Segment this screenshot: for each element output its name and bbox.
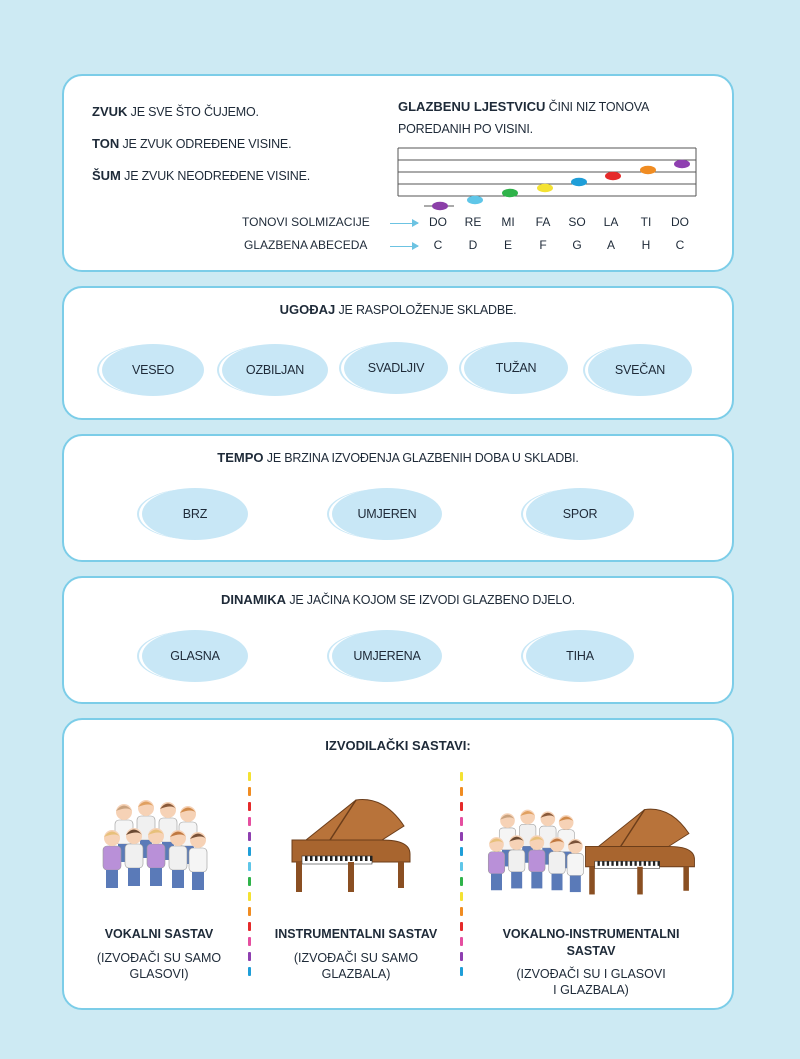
mood-option: OZBILJAN <box>222 344 328 396</box>
note-head <box>432 202 448 210</box>
solmization-syllable: SO <box>568 215 586 229</box>
dynamics-heading: DINAMIKA JE JAČINA KOJOM SE IZVODI GLAZBENO DJELO. <box>221 592 575 607</box>
piano-illustration <box>286 796 416 896</box>
mood-option: SVEČAN <box>588 344 692 396</box>
divider-dash <box>460 967 463 976</box>
vocal-subtitle: (IZVOĐAČI SU SAMO GLASOVI) <box>96 951 222 981</box>
solmization-syllable: RE <box>464 215 482 229</box>
solmization-syllable: LA <box>603 215 619 229</box>
divider-dash <box>460 952 463 961</box>
divider-dash <box>248 832 251 841</box>
divider-dash <box>248 787 251 796</box>
solmization-syllable: TI <box>640 215 652 229</box>
vocal-instrumental-subtitle: (IZVOĐAČI SU I GLASOVI I GLAZBALA) <box>516 967 666 997</box>
definitions-list <box>92 96 310 192</box>
alphabet-letter: C <box>433 238 443 252</box>
card-dynamics <box>62 576 734 704</box>
alphabet-letter: E <box>503 238 512 252</box>
alphabet-letter: A <box>606 238 615 252</box>
definition-ton: TON JE ZVUK ODREĐENE VISINE. <box>92 136 292 151</box>
music-staff <box>384 146 704 218</box>
divider-dash <box>248 802 251 811</box>
scale-definition: GLAZBENU LJESTVICU ČINI NIZ TONOVA POREDANIH PO VISINI. <box>398 99 649 136</box>
solmization-syllable: DO <box>429 215 447 229</box>
divider-dash <box>248 937 251 946</box>
divider-dash <box>460 832 463 841</box>
divider-dash <box>460 787 463 796</box>
divider-dash <box>460 877 463 886</box>
card-ensembles <box>62 718 734 1010</box>
note-head <box>640 166 656 174</box>
divider-dash <box>460 907 463 916</box>
tempo-heading: TEMPO JE BRZINA IZVOĐENJA GLAZBENIH DOBA U SKLADBI. <box>217 450 579 465</box>
tempo-option: BRZ <box>142 488 248 540</box>
alphabet-letter: F <box>539 238 547 252</box>
note-head <box>605 172 621 180</box>
dynamics-option: GLASNA <box>142 630 248 682</box>
divider-dash <box>460 817 463 826</box>
ensembles-heading: IZVODILAČKI SASTAVI: <box>325 738 471 753</box>
mood-option: SVADLJIV <box>344 342 448 394</box>
dynamics-option: UMJERENA <box>332 630 442 682</box>
divider-dash <box>248 772 251 781</box>
rainbow-divider <box>460 772 463 982</box>
divider-dash <box>248 862 251 871</box>
mood-heading: UGOĐAJ JE RASPOLOŽENJE SKLADBE. <box>279 302 517 317</box>
vocal-instrumental-title: VOKALNO-INSTRUMENTALNI SASTAV <box>502 927 680 958</box>
divider-dash <box>460 802 463 811</box>
divider-dash <box>460 922 463 931</box>
divider-dash <box>248 907 251 916</box>
alphabet-letter: C <box>675 238 685 252</box>
divider-dash <box>460 772 463 781</box>
card-mood <box>62 286 734 420</box>
alphabet-letter: G <box>572 238 582 252</box>
divider-dash <box>248 877 251 886</box>
divider-dash <box>248 892 251 901</box>
alphabet-letter: H <box>641 238 651 252</box>
dynamics-option: TIHA <box>526 630 634 682</box>
definition-zvuk: ZVUK JE SVE ŠTO ČUJEMO. <box>92 104 259 119</box>
divider-dash <box>248 967 251 976</box>
choir-illustration <box>480 794 590 904</box>
divider-dash <box>248 952 251 961</box>
solmization-syllable: DO <box>671 215 689 229</box>
solmization-arrow <box>390 223 418 224</box>
definition-sum: ŠUM JE ZVUK NEODREĐENE VISINE. <box>92 168 310 183</box>
piano-illustration <box>580 802 700 902</box>
rainbow-divider <box>248 772 251 982</box>
mood-option: TUŽAN <box>464 342 568 394</box>
divider-dash <box>460 847 463 856</box>
instrumental-title: INSTRUMENTALNI SASTAV <box>274 927 438 941</box>
mood-option: VESEO <box>102 344 204 396</box>
card-sound <box>62 74 734 272</box>
divider-dash <box>460 862 463 871</box>
divider-dash <box>248 817 251 826</box>
note-head <box>537 184 553 192</box>
divider-dash <box>248 847 251 856</box>
divider-dash <box>248 922 251 931</box>
alphabet-letter: D <box>468 238 478 252</box>
solmization-label: TONOVI SOLMIZACIJE <box>242 215 370 229</box>
divider-dash <box>460 937 463 946</box>
tempo-option: SPOR <box>526 488 634 540</box>
note-head <box>571 178 587 186</box>
note-head <box>674 160 690 168</box>
divider-dash <box>460 892 463 901</box>
instrumental-subtitle: (IZVOĐAČI SU SAMO GLAZBALA) <box>293 951 419 981</box>
card-tempo <box>62 434 734 562</box>
tempo-option: UMJEREN <box>332 488 442 540</box>
vocal-title: VOKALNI SASTAV <box>104 927 214 941</box>
solmization-syllable: MI <box>501 215 515 229</box>
choir-illustration <box>94 788 214 898</box>
solmization-syllable: FA <box>535 215 551 229</box>
note-head <box>467 196 483 204</box>
note-head <box>502 189 518 197</box>
alphabet-arrow <box>390 246 418 247</box>
alphabet-label: GLAZBENA ABECEDA <box>244 238 368 252</box>
